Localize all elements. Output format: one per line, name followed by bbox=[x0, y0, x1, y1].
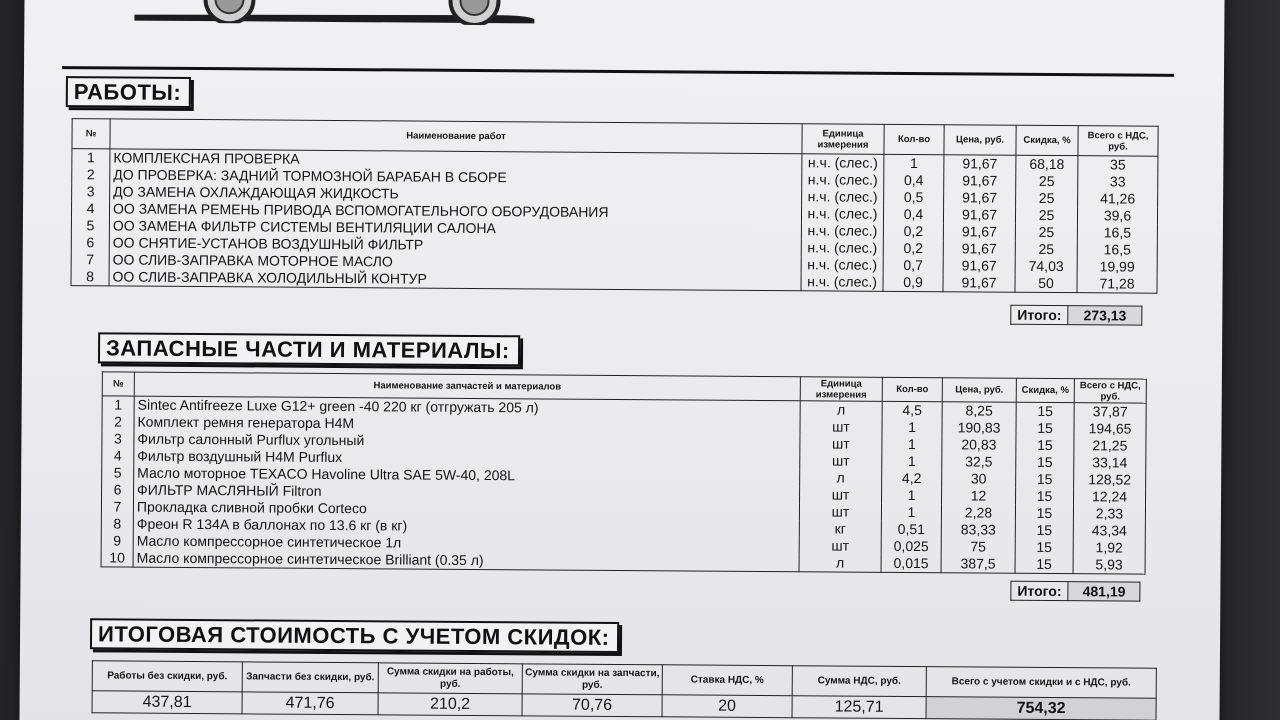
parts-cell-unit: шт bbox=[800, 486, 882, 504]
parts-cell-discount: 15 bbox=[1015, 539, 1073, 556]
parts-cell-no: 1 bbox=[102, 396, 134, 414]
works-cell-price: 91,67 bbox=[943, 206, 1015, 224]
parts-header-qty: Кол-во bbox=[882, 377, 942, 401]
parts-cell-unit: шт bbox=[800, 452, 882, 470]
works-cell-no: 5 bbox=[71, 217, 109, 234]
parts-cell-no: 2 bbox=[102, 413, 134, 430]
summary-vat-rate: 20 bbox=[662, 695, 792, 718]
works-header-unit: Единица измерения bbox=[802, 124, 884, 155]
works-header-name: Наименование работ bbox=[110, 119, 802, 154]
parts-cell-price: 8,25 bbox=[942, 402, 1016, 420]
works-cell-name: ОО СЛИВ-ЗАПРАВКА ХОЛОДИЛЬНЫЙ КОНТУР bbox=[109, 268, 801, 290]
parts-cell-no: 7 bbox=[101, 498, 133, 515]
parts-cell-unit: л bbox=[799, 554, 881, 572]
parts-cell-name: Комплект ремня генератора H4M bbox=[134, 414, 800, 436]
works-cell-qty: 0,7 bbox=[883, 257, 943, 274]
parts-cell-name: Sintec Antifreeze Luxe G12+ green -40 220 кг (отгружать 205 л) bbox=[134, 396, 800, 418]
works-cell-no: 1 bbox=[72, 149, 110, 167]
works-cell-discount: 25 bbox=[1016, 173, 1078, 190]
works-header-price: Цена, руб. bbox=[944, 125, 1016, 156]
works-cell-price: 91,67 bbox=[943, 240, 1015, 258]
works-cell-unit: н.ч. (слес.) bbox=[801, 273, 883, 291]
works-header-total: Всего с НДС, руб. bbox=[1078, 126, 1158, 157]
car-illustration bbox=[134, 0, 554, 26]
works-section-title: РАБОТЫ: bbox=[66, 76, 192, 108]
parts-cell-discount: 15 bbox=[1016, 402, 1074, 420]
summary-works-discount: 210,2 bbox=[378, 693, 522, 716]
parts-cell-price: 12 bbox=[942, 487, 1016, 505]
parts-cell-no: 9 bbox=[101, 532, 133, 549]
parts-cell-no: 6 bbox=[102, 481, 134, 498]
works-cell-name: ОО СНЯТИЕ-УСТАНОВ ВОЗДУШНЫЙ ФИЛЬТР bbox=[109, 234, 801, 256]
works-header-qty: Кол-во bbox=[884, 124, 944, 154]
works-cell-qty: 0,9 bbox=[883, 274, 943, 292]
works-cell-name: ДО ЗАМЕНА ОХЛАЖДАЮЩАЯ ЖИДКОСТЬ bbox=[110, 183, 802, 205]
works-cell-no: 7 bbox=[71, 251, 109, 268]
works-total-value: 273,13 bbox=[1068, 306, 1142, 326]
parts-cell-discount: 15 bbox=[1015, 556, 1073, 574]
works-table bbox=[71, 118, 1159, 294]
works-cell-qty: 0,2 bbox=[883, 223, 943, 240]
works-cell-discount: 25 bbox=[1015, 207, 1077, 224]
parts-cell-unit: шт bbox=[799, 503, 881, 521]
parts-cell-total: 43,34 bbox=[1073, 522, 1145, 540]
works-cell-unit: н.ч. (слес.) bbox=[801, 239, 883, 257]
summary-works: 437,81 bbox=[92, 691, 242, 714]
parts-cell-name: ФИЛЬТР МАСЛЯНЫЙ Filtron bbox=[134, 482, 800, 504]
parts-cell-qty: 1 bbox=[882, 436, 942, 453]
parts-header-price: Цена, руб. bbox=[942, 378, 1016, 403]
parts-cell-price: 30 bbox=[942, 470, 1016, 488]
works-cell-discount: 25 bbox=[1015, 224, 1077, 241]
works-cell-no: 8 bbox=[71, 268, 109, 286]
works-cell-unit: н.ч. (слес.) bbox=[802, 171, 884, 189]
parts-cell-qty: 1 bbox=[882, 419, 942, 436]
parts-cell-qty: 0,025 bbox=[881, 538, 941, 555]
parts-cell-price: 32,5 bbox=[942, 453, 1016, 471]
parts-cell-name: Фильтр салонный Purflux угольный bbox=[134, 431, 800, 453]
parts-cell-total: 194,65 bbox=[1074, 420, 1146, 438]
works-header-no: № bbox=[72, 119, 110, 149]
parts-total-label: Итого: bbox=[1011, 581, 1068, 600]
parts-cell-price: 190,83 bbox=[942, 419, 1016, 437]
works-cell-unit: н.ч. (слес.) bbox=[802, 188, 884, 206]
works-cell-no: 6 bbox=[71, 234, 109, 251]
works-cell-unit: н.ч. (слес.) bbox=[801, 222, 883, 240]
parts-cell-total: 21,25 bbox=[1074, 437, 1146, 455]
works-cell-qty: 0,2 bbox=[883, 240, 943, 257]
summary-header-works: Работы без скидки, руб. bbox=[92, 661, 242, 692]
parts-cell-qty: 1 bbox=[881, 504, 941, 521]
parts-cell-qty: 0,51 bbox=[881, 521, 941, 538]
parts-cell-qty: 1 bbox=[882, 453, 942, 470]
parts-cell-qty: 4,5 bbox=[882, 401, 942, 419]
summary-header-vat-sum: Сумма НДС, руб. bbox=[792, 666, 926, 697]
parts-header-name: Наименование запчастей и материалов bbox=[134, 372, 800, 401]
parts-cell-name: Масло компрессорное синтетическое 1л bbox=[133, 533, 799, 555]
summary-parts: 471,76 bbox=[242, 692, 378, 715]
parts-cell-name: Фильтр воздушный H4M Purflux bbox=[134, 448, 800, 470]
works-cell-discount: 25 bbox=[1015, 241, 1077, 258]
works-cell-discount: 25 bbox=[1016, 190, 1078, 207]
parts-cell-name: Фреон R 134A в баллонах по 13.6 кг (в кг) bbox=[133, 516, 799, 538]
parts-cell-price: 2,28 bbox=[941, 504, 1015, 522]
summary-header-parts-discount: Сумма скидки на запчасти, руб. bbox=[522, 664, 662, 695]
works-cell-price: 91,67 bbox=[944, 155, 1016, 173]
parts-cell-discount: 15 bbox=[1015, 488, 1073, 505]
parts-cell-qty: 0,015 bbox=[881, 555, 941, 573]
parts-cell-qty: 1 bbox=[882, 487, 942, 504]
works-cell-name: ДО ПРОВЕРКА: ЗАДНИЙ ТОРМОЗНОЙ БАРАБАН В СБОРЕ bbox=[110, 166, 802, 188]
works-cell-unit: н.ч. (слес.) bbox=[802, 154, 884, 172]
parts-cell-no: 10 bbox=[101, 549, 133, 567]
parts-cell-discount: 15 bbox=[1015, 522, 1073, 539]
summary-header-parts: Запчасти без скидки, руб. bbox=[242, 662, 378, 693]
works-cell-total: 71,28 bbox=[1077, 275, 1157, 293]
summary-header-works-discount: Сумма скидки на работы, руб. bbox=[378, 663, 522, 694]
parts-cell-no: 4 bbox=[102, 447, 134, 464]
works-cell-name: ОО ЗАМЕНА РЕМЕНЬ ПРИВОДА ВСПОМОГАТЕЛЬНОГО ОБОРУДОВАНИЯ bbox=[109, 200, 801, 222]
works-cell-total: 16,5 bbox=[1077, 241, 1157, 259]
works-header-discount: Скидка, % bbox=[1016, 125, 1078, 155]
summary-grand-total: 754,32 bbox=[926, 697, 1156, 720]
parts-cell-unit: л bbox=[800, 469, 882, 487]
works-cell-no: 2 bbox=[72, 166, 110, 183]
works-cell-total: 33 bbox=[1078, 173, 1158, 191]
works-cell-qty: 0,4 bbox=[883, 206, 943, 223]
parts-cell-unit: л bbox=[800, 401, 882, 419]
works-cell-discount: 50 bbox=[1015, 275, 1077, 293]
works-cell-price: 91,67 bbox=[943, 274, 1015, 292]
works-cell-qty: 0,4 bbox=[884, 172, 944, 189]
parts-header-no: № bbox=[102, 372, 134, 396]
parts-cell-unit: шт bbox=[799, 537, 881, 555]
summary-header-grand-total: Всего с учетом скидки и с НДС, руб. bbox=[926, 667, 1156, 699]
works-cell-qty: 0,5 bbox=[884, 189, 944, 206]
works-cell-total: 19,99 bbox=[1077, 258, 1157, 276]
parts-cell-total: 2,33 bbox=[1073, 505, 1145, 523]
works-cell-price: 91,67 bbox=[943, 257, 1015, 275]
works-cell-discount: 68,18 bbox=[1016, 155, 1078, 173]
parts-cell-total: 5,93 bbox=[1073, 556, 1145, 574]
works-cell-total: 35 bbox=[1078, 156, 1158, 174]
parts-cell-name: Прокладка сливной пробки Corteco bbox=[133, 499, 799, 521]
parts-cell-price: 83,33 bbox=[941, 521, 1015, 539]
parts-cell-name: Масло моторное TEXACO Havoline Ultra SAE 5W-40, 208L bbox=[134, 465, 800, 487]
works-cell-price: 91,67 bbox=[943, 223, 1015, 241]
works-cell-total: 16,5 bbox=[1077, 224, 1157, 242]
works-cell-unit: н.ч. (слес.) bbox=[801, 205, 883, 223]
works-total-label: Итого: bbox=[1011, 305, 1068, 324]
works-cell-total: 39,6 bbox=[1077, 207, 1157, 225]
works-cell-name: ОО СЛИВ-ЗАПРАВКА МОТОРНОЕ МАСЛО bbox=[109, 251, 801, 273]
parts-cell-unit: шт bbox=[800, 418, 882, 436]
parts-table bbox=[101, 371, 1147, 574]
parts-header-unit: Единица измерения bbox=[800, 377, 882, 402]
parts-cell-total: 37,87 bbox=[1074, 403, 1146, 421]
works-cell-unit: н.ч. (слес.) bbox=[801, 256, 883, 274]
works-cell-no: 4 bbox=[71, 200, 109, 217]
parts-cell-total: 12,24 bbox=[1073, 488, 1145, 506]
works-cell-total: 41,26 bbox=[1078, 190, 1158, 208]
works-cell-price: 91,67 bbox=[944, 189, 1016, 207]
parts-cell-name: Масло компрессорное синтетическое Brilliant (0.35 л) bbox=[133, 550, 799, 572]
summary-vat-sum: 125,71 bbox=[792, 696, 926, 719]
summary-parts-discount: 70,76 bbox=[522, 694, 662, 717]
parts-cell-no: 5 bbox=[102, 464, 134, 481]
parts-cell-unit: кг bbox=[799, 520, 881, 538]
parts-cell-unit: шт bbox=[800, 435, 882, 453]
parts-cell-qty: 4,2 bbox=[882, 470, 942, 487]
parts-cell-discount: 15 bbox=[1016, 420, 1074, 437]
works-cell-no: 3 bbox=[72, 183, 110, 200]
works-cell-discount: 74,03 bbox=[1015, 258, 1077, 275]
summary-header-vat-rate: Ставка НДС, % bbox=[662, 665, 792, 696]
parts-section-title: ЗАПАСНЫЕ ЧАСТИ И МАТЕРИАЛЫ: bbox=[98, 332, 520, 366]
works-total bbox=[1010, 305, 1142, 326]
parts-cell-price: 20,83 bbox=[942, 436, 1016, 454]
parts-cell-discount: 15 bbox=[1016, 437, 1074, 454]
parts-cell-discount: 15 bbox=[1015, 505, 1073, 522]
summary-section-title: ИТОГОВАЯ СТОИМОСТЬ С УЧЕТОМ СКИДОК: bbox=[90, 618, 620, 653]
works-cell-name: ОО ЗАМЕНА ФИЛЬТР СИСТЕМЫ ВЕНТИЛЯЦИИ САЛОНА bbox=[109, 217, 801, 239]
parts-header-total: Всего с НДС, руб. bbox=[1074, 379, 1146, 404]
parts-cell-no: 8 bbox=[101, 515, 133, 532]
parts-header-discount: Скидка, % bbox=[1016, 378, 1074, 402]
works-cell-price: 91,67 bbox=[944, 172, 1016, 190]
parts-cell-total: 1,92 bbox=[1073, 539, 1145, 557]
parts-cell-total: 33,14 bbox=[1074, 454, 1146, 472]
parts-cell-price: 387,5 bbox=[941, 555, 1015, 573]
parts-total-value: 481,19 bbox=[1068, 582, 1140, 602]
works-cell-name: КОМПЛЕКСНАЯ ПРОВЕРКА bbox=[110, 149, 802, 171]
parts-cell-discount: 15 bbox=[1016, 454, 1074, 471]
summary-table bbox=[92, 660, 1157, 720]
parts-cell-price: 75 bbox=[941, 538, 1015, 556]
works-cell-qty: 1 bbox=[884, 154, 944, 172]
parts-cell-discount: 15 bbox=[1016, 471, 1074, 488]
parts-cell-no: 3 bbox=[102, 430, 134, 447]
invoice-sheet bbox=[19, 0, 1224, 720]
parts-cell-total: 128,52 bbox=[1074, 471, 1146, 489]
top-divider bbox=[62, 66, 1174, 77]
parts-total bbox=[1010, 581, 1140, 602]
